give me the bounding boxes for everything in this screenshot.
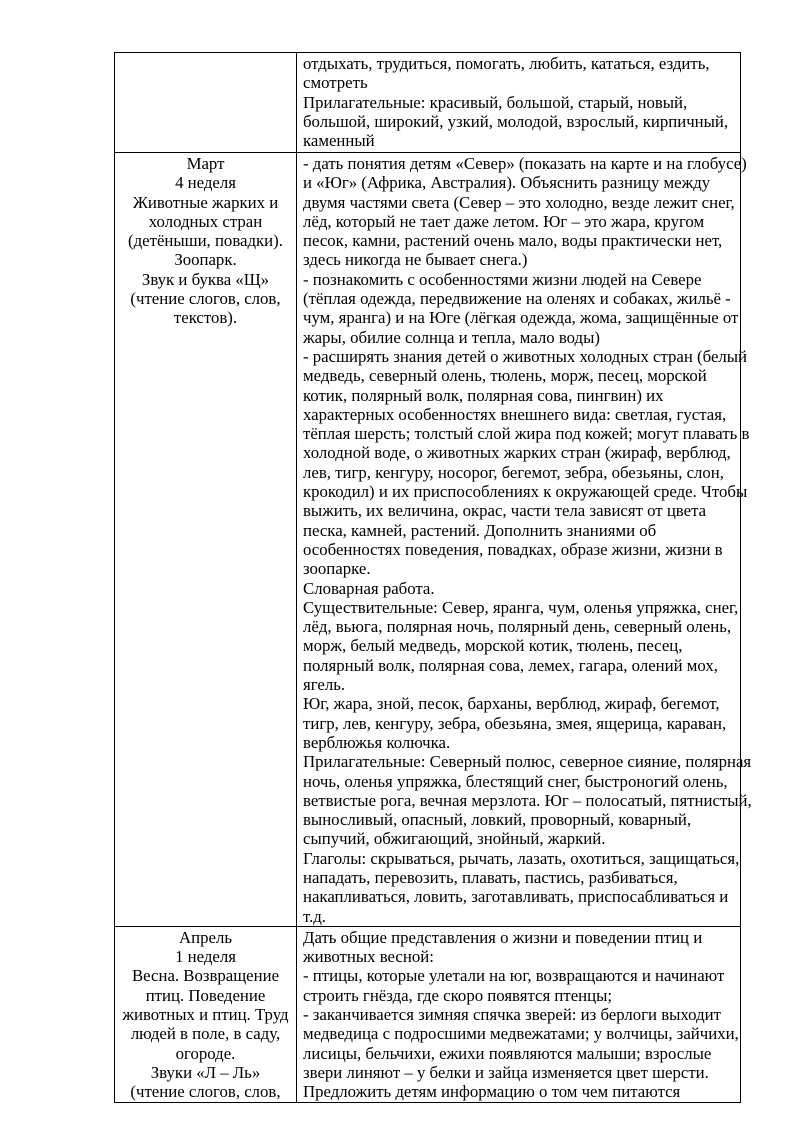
content-line: Глаголы: скрываться, рычать, лазать, охотиться, защищаться, xyxy=(303,848,740,868)
content-line: характерных особенностях внешнего вида: светлая, густая, xyxy=(303,404,727,424)
topic-cell-empty xyxy=(115,53,297,153)
content-line: Прилагательные: красивый, большой, старый, новый, xyxy=(303,92,688,112)
content-line: здесь никогда не бывает снега.) xyxy=(303,250,528,270)
content-line: накапливаться, ловить, заготавливать, приспосабливаться и xyxy=(303,887,729,907)
content-line: отдыхать, трудиться, помогать, любить, кататься, ездить, xyxy=(303,54,710,73)
content-line: особенностях поведения, повадках, образе жизни, жизни в xyxy=(303,539,723,559)
content-line: Существительные: Север, яранга, чум, оленья упряжка, снег, xyxy=(303,597,739,617)
topic-line: Зоопарк. xyxy=(174,250,237,270)
topic-line: Апрель xyxy=(179,927,232,947)
content-line: медведица с подросшими медвежатами; у волчицы, зайчихи, xyxy=(303,1024,739,1044)
content-line: лёд, вьюга, полярная ночь, полярный день, северный олень, xyxy=(303,617,732,637)
content-line: двумя частями света (Север – это холодно, везде лежит снег, xyxy=(303,192,735,212)
content-line: выжить, их величина, окрас, части тела зависят от цвета xyxy=(303,501,707,521)
content-cell xyxy=(297,153,752,927)
topic-line: Весна. Возвращение xyxy=(131,966,280,986)
content-line: холодной воде, о животных жарких стран (жираф, верблюд, xyxy=(303,443,731,463)
table-row-april xyxy=(115,926,741,1102)
topic-line: 4 неделя xyxy=(175,173,236,193)
content-line: большой, широкий, узкий, молодой, взрослый, кирпичный, xyxy=(303,111,729,131)
content-line: звери линяют – у белки и зайца изменяется цвет шерсти. xyxy=(303,1062,709,1082)
content-line: крокодил) и их приспособлениях к окружающей среде. Чтобы xyxy=(303,482,748,502)
content-line: смотреть xyxy=(303,73,368,93)
table-row-continuation xyxy=(115,53,741,153)
topic-line: 1 неделя xyxy=(175,947,236,967)
topic-line: огороде. xyxy=(175,1043,236,1063)
topic-line: людей в поле, в саду, xyxy=(130,1024,281,1044)
topic-line: Животные жарких и xyxy=(132,192,279,212)
content-line: лисицы, бельчихи, ежихи появляются малыши; взрослые xyxy=(303,1043,712,1063)
content-line: чум, яранга) и на Юге (лёгкая одежда, жома, защищённые от xyxy=(303,308,739,328)
content-line: строить гнёзда, где скоро появятся птенцы; xyxy=(303,985,613,1005)
topic-line: (чтение слогов, слов, xyxy=(130,1082,281,1102)
content-line: - расширять знания детей о животных холодных стран (белый xyxy=(303,346,748,366)
content-line: Юг, жара, зной, песок, барханы, верблюд, жираф, бегемот, xyxy=(303,694,720,714)
content-line: песка, камней, растений. Дополнить знаниями об xyxy=(303,520,657,540)
topic-cell xyxy=(115,153,297,927)
topic-cell xyxy=(115,926,297,1102)
content-line: Словарная работа. xyxy=(303,578,435,598)
content-line: лёд, который не тает даже летом. Юг – это жара, кругом xyxy=(303,211,705,231)
content-line: верблюжья колючка. xyxy=(303,732,451,752)
table-row-march xyxy=(115,153,741,927)
topic-line: Март xyxy=(186,154,225,173)
topic-line: животных и птиц. Труд xyxy=(122,1005,289,1025)
content-line: морж, белый медведь, морской котик, тюлень, песец, xyxy=(303,636,683,656)
content-line: жары, обилие солнца и тепла, мало воды) xyxy=(303,327,600,347)
content-line: - познакомить с особенностями жизни людей на Севере xyxy=(303,269,702,289)
content-line: ягель. xyxy=(303,675,346,695)
content-line: - птицы, которые улетали на юг, возвращаются и начинают xyxy=(303,966,725,986)
content-line: тёплая шерсть; толстый слой жира под кожей; могут плавать в xyxy=(303,424,750,444)
content-line: медведь, северный олень, тюлень, морж, песец, морской xyxy=(303,366,707,386)
content-line: сыпучий, обжигающий, знойный, жаркий. xyxy=(303,829,606,849)
content-line: котик, полярный волк, полярная сова, пингвин) их xyxy=(303,385,664,405)
topic-line: птиц. Поведение xyxy=(145,985,266,1005)
topic-line: (чтение слогов, слов, xyxy=(130,289,281,309)
content-line: животных весной: xyxy=(303,947,434,967)
table-body xyxy=(115,53,752,1103)
content-line: полярный волк, полярная сова, лемех, гагара, олений мох, xyxy=(303,655,718,675)
topic-line: (детёныши, повадки). xyxy=(128,231,283,251)
content-line: выносливый, опасный, ловкий, проворный, коварный, xyxy=(303,810,692,830)
content-line: ночь, оленья упряжка, блестящий снег, быстроногий олень, xyxy=(303,771,728,791)
content-line: Прилагательные: Северный полюс, северное сияние, полярная xyxy=(303,752,752,772)
curriculum-table xyxy=(114,52,752,1103)
content-line: песок, камни, растений очень мало, воды практически нет, xyxy=(303,231,723,251)
content-line: т.д. xyxy=(303,906,326,926)
topic-line: Звуки «Л – Ль» xyxy=(150,1062,261,1082)
content-line: Дать общие представления о жизни и поведении птиц и xyxy=(303,927,703,947)
content-line: зоопарке. xyxy=(303,559,371,579)
topic-line: текстов). xyxy=(173,308,238,328)
content-line: каменный xyxy=(303,131,375,151)
topic-line: Звук и буква «Щ» xyxy=(141,269,270,289)
content-line: лев, тигр, кенгуру, носорог, бегемот, зебра, обезьяны, слон, xyxy=(303,462,724,482)
topic-line: холодных стран xyxy=(148,211,263,231)
content-line: тигр, лев, кенгуру, зебра, обезьяна, змея, ящерица, караван, xyxy=(303,713,727,733)
content-cell xyxy=(297,53,741,153)
content-line: нападать, перевозить, плавать, пастись, разбиваться, xyxy=(303,867,678,887)
content-line: ветвистые рога, вечная мерзлота. Юг – полосатый, пятнистый, xyxy=(303,790,752,810)
content-cell xyxy=(297,926,741,1102)
content-line: и «Юг» (Африка, Австралия). Объяснить разницу между xyxy=(303,173,711,193)
content-line: Предложить детям информацию о том чем питаются xyxy=(303,1082,681,1102)
content-line: - заканчивается зимняя спячка зверей: из берлоги выходит xyxy=(303,1005,721,1025)
content-line: (тёплая одежда, передвижение на оленях и собаках, жильё - xyxy=(303,289,731,309)
content-line: - дать понятия детям «Север» (показать на карте и на глобусе) xyxy=(303,154,747,173)
